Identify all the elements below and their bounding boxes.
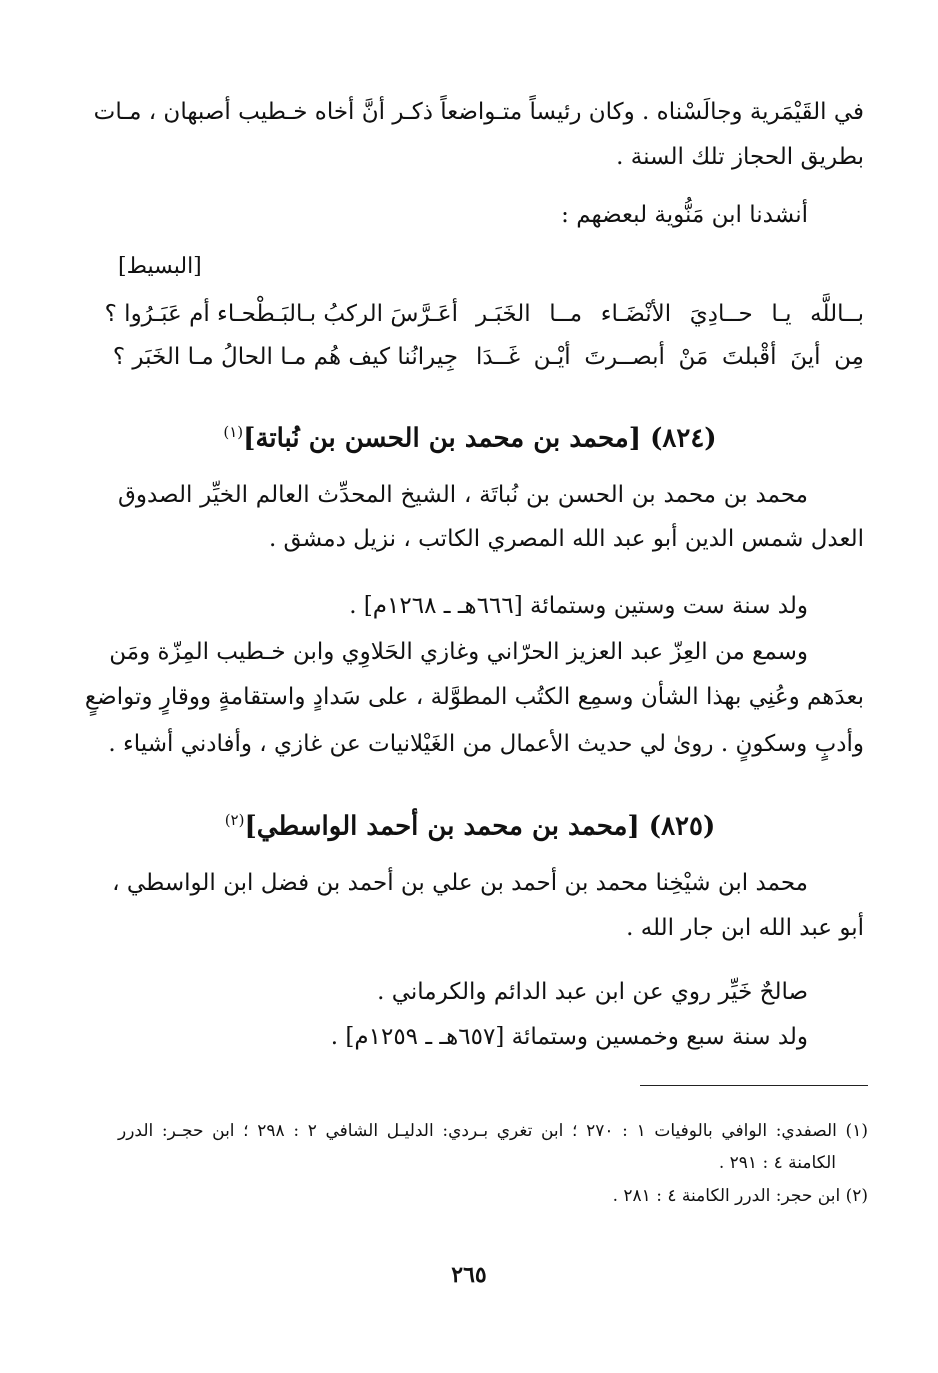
footnote-2: (٢) ابن حجر: الدرر الكامنة ٤ : ٢٨١ .	[612, 1186, 868, 1206]
meter-label: [البسيط]	[118, 254, 202, 279]
entry-824-line-6: وأدبٍ وسكونٍ . روىٰ لي حديث الأعمال من الغَيْلانيات عن غازي ، وأفادني أشياء .	[108, 731, 864, 757]
entry-824-heading	[110, 412, 830, 459]
entry-824-title: (٨٢٤) [محمد بن محمد بن الحسن بن نُباتة]	[243, 423, 717, 454]
intro-line-1: في القَيْمَرية وجالَسْناه . وكان رئيساً متـواضعاً ذكـر أنَّ أخاه خـطيب أصبهان ، مـات	[93, 99, 864, 125]
entry-824-line-2: العدل شمس الدين أبو عبد الله المصري الكاتب ، نزيل دمشق .	[268, 526, 864, 552]
footnote-1-line-1: (١) الصفدي: الوافي بالوفيات ١ : ٢٧٠ ؛ ابن تغري بـردي: الدليـل الشافي ٢ : ٢٩٨ ؛ ابن حجـر: الدرر	[118, 1121, 868, 1141]
footnote-ref-2: (٢)	[224, 811, 245, 829]
verse-2-second-hemistich: جِيرانُنا كيف هُم مـا الحالُ مـا الخَبَر ؟	[112, 344, 458, 370]
footnote-1-line-2: الكامنة ٤ : ٢٩١ .	[718, 1153, 836, 1173]
verse-2-first-hemistich: مِن أينَ أقْبلتَ مَنْ أبصــرتَ أيْـن غَــدَا	[476, 344, 864, 370]
entry-824-line-3: ولد سنة ست وستين وستمائة [٦٦٦هـ ـ ١٢٦٨م] .	[349, 593, 808, 619]
recital-line: أنشدنا ابن مَنُّوية لبعضهم :	[561, 202, 808, 228]
entry-825-title: (٨٢٥) [محمد بن محمد بن أحمد الواسطي]	[244, 811, 716, 842]
entry-825-heading	[110, 800, 830, 847]
entry-825-line-2: أبو عبد الله ابن جار الله .	[626, 915, 864, 941]
entry-825-line-1: محمد ابن شيْخِنا محمد بن أحمد بن علي بن أحمد بن فضل ابن الواسطي ،	[112, 870, 808, 896]
entry-825-line-4: ولد سنة سبع وخمسين وستمائة [٦٥٧هـ ـ ١٢٥٩م] .	[330, 1024, 808, 1050]
footnote-separator	[640, 1085, 868, 1086]
footnote-ref-1: (١)	[223, 423, 244, 441]
page-number: ٢٦٥	[451, 1262, 487, 1288]
verse-1-first-hemistich: بــاللَّه يـا حــادِيَ الأنْضَـاء مــا الخَبَـر	[476, 301, 864, 327]
intro-line-2: بطريق الحجاز تلك السنة .	[616, 144, 864, 170]
verse-1-second-hemistich: أعَـرَّسَ الركبُ بـالبَـطْحـاء أم عَبَـرُوا ؟	[104, 301, 458, 327]
entry-824-line-4: وسمع من العِزّ عبد العزيز الحرّاني وغازي الحَلاوِي وابن خـطيب المِزّة ومَن	[109, 639, 808, 665]
entry-824-line-5: بعدَهم وعُنِي بهذا الشأن وسمِع الكتُب المطوَّلة ، على سَدادٍ واستقامةٍ ووقارٍ وتواضعٍ	[84, 684, 864, 710]
entry-825-line-3: صالحٌ خَيِّر روي عن ابن عبد الدائم والكرماني .	[377, 979, 808, 1005]
entry-824-line-1: محمد بن محمد بن الحسن بن نُباتَة ، الشيخ المحدِّث العالم الخيِّر الصدوق	[118, 482, 808, 508]
